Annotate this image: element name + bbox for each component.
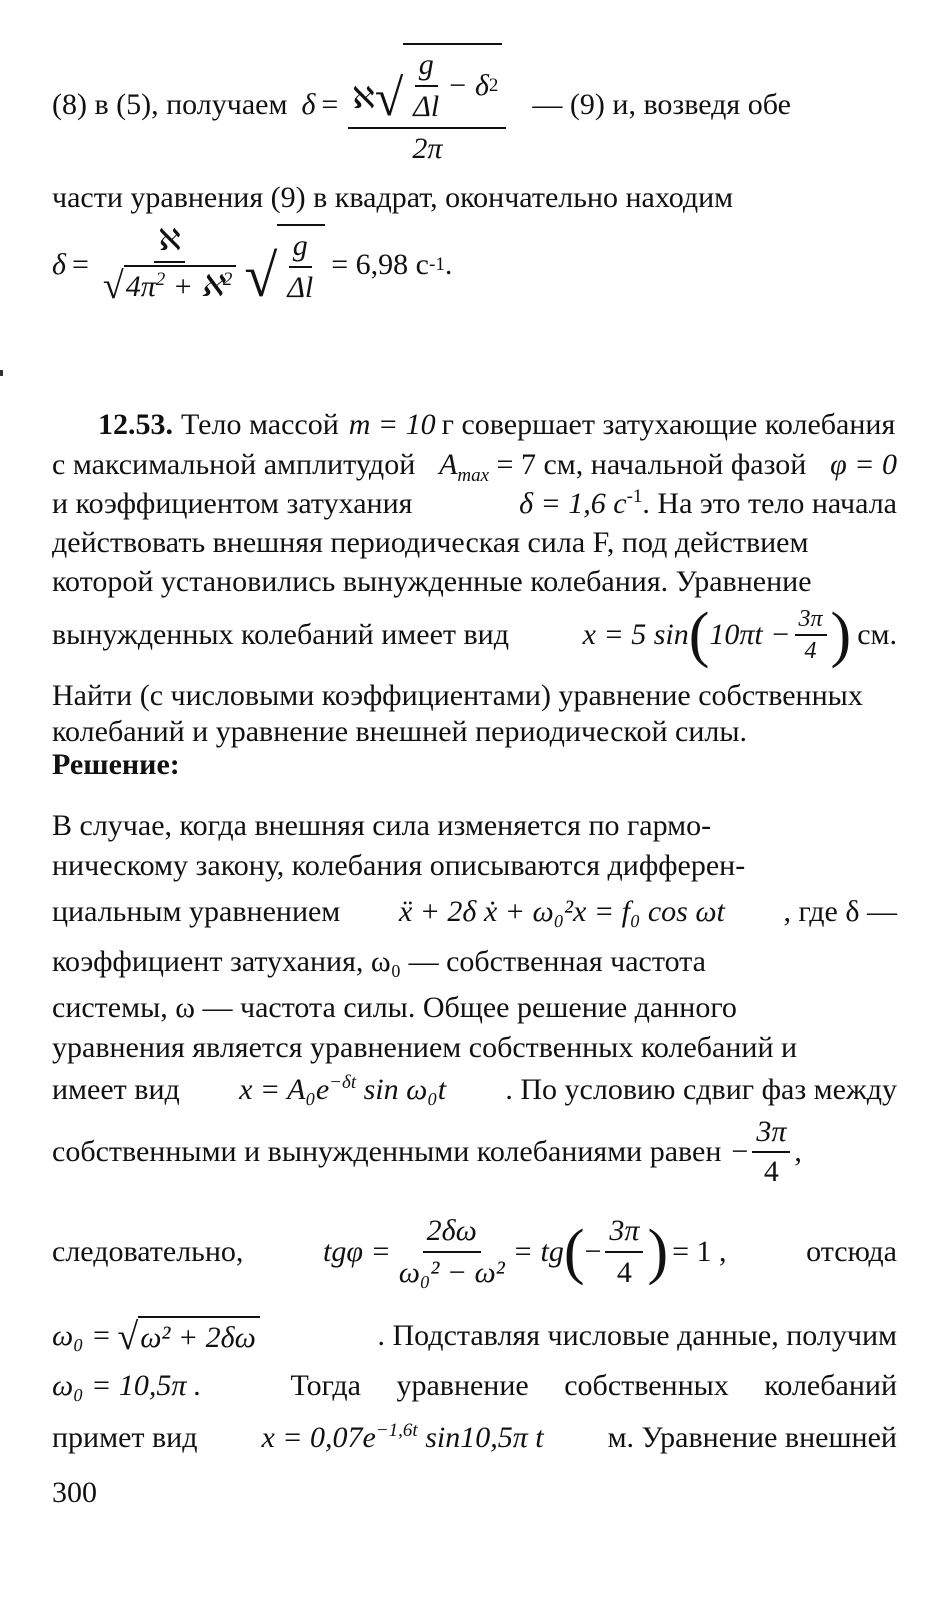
solution-line-3 <box>52 894 897 930</box>
text: действовать внешняя периодическая сила F, под действием <box>52 526 809 559</box>
numerator: 3π <box>752 1115 790 1153</box>
radicand: ω² + 2δω <box>138 1316 260 1356</box>
two-pi: 2π <box>412 132 443 165</box>
solution-line-2 <box>52 848 897 884</box>
g: g <box>289 228 312 268</box>
numerator: 3π <box>795 606 827 636</box>
text: с максимальной амплитудой <box>52 448 416 481</box>
fraction-aleph <box>99 223 241 307</box>
text: = 7 см, начальной фазой <box>496 448 807 481</box>
subscript: max <box>457 465 490 486</box>
text: вынужденных колебаний имеет вид <box>52 618 510 651</box>
solution-line-8 <box>52 1114 897 1190</box>
text: м. Уравнение внешней <box>607 1421 897 1454</box>
text: колебаний и уравнение внешней периодической силы. <box>52 715 748 748</box>
solution-line-1 <box>52 808 897 844</box>
text: В случае, когда внешняя сила изменяется по гармо- <box>52 809 712 842</box>
sqrt-g-dl: √ $\frac{g}{\Delta l}$ <box>244 224 325 306</box>
equals: = <box>71 248 89 281</box>
problem-line-4 <box>52 525 897 561</box>
aleph: ℵ <box>352 82 375 115</box>
sqrt: √ $\frac{g}{\Delta l}$ − δ 2 <box>375 43 503 125</box>
amplitude-symbol: A <box>439 448 458 481</box>
problem-line-8 <box>52 714 897 750</box>
problem-line-5 <box>52 564 897 600</box>
problem-line-2 <box>52 447 897 486</box>
solution-heading: Решение: <box>52 748 180 781</box>
formula-result: δ = ℵ √ $4\pi^2$ + ℵ$^2$ √ $\frac{g}{\Delta l}$ = 6,98 с -1 . <box>52 224 453 309</box>
exponent: -1 <box>626 486 643 507</box>
forced-eq: x = 5 sin <box>582 618 689 651</box>
text: которой установились вынужденные колебания. Уравнение <box>52 565 812 598</box>
fraction-eq9 <box>348 43 506 167</box>
dl: Δl <box>413 90 440 123</box>
denominator: 4 <box>804 638 817 664</box>
mass-expr: m = 10 <box>348 408 436 441</box>
damping-expr: δ = 1,6 с <box>519 487 627 520</box>
period: . <box>444 248 453 281</box>
text: Тело массой <box>181 408 339 441</box>
numerator <box>348 43 506 129</box>
text: следовательно, <box>52 1235 244 1268</box>
delta-symbol: δ <box>52 248 66 281</box>
text: и коэффициентом затухания <box>52 487 413 520</box>
text: ническому закону, колебания описываются дифферен- <box>52 849 746 882</box>
result-value: = 6,98 с <box>331 248 429 281</box>
solution-line-5 <box>52 990 897 1026</box>
text: . Подставляя числовые данные, получим <box>377 1319 897 1352</box>
text: системы, ω — частота силы. Общее решение данного <box>52 991 737 1024</box>
denominator: 4 <box>763 1155 779 1188</box>
text-line <box>52 180 897 216</box>
text: коэффициент затухания, ω₀ — собственная частота <box>52 945 706 978</box>
solution-line-12 <box>52 1420 897 1456</box>
forced-arg: 10πt − <box>709 618 791 651</box>
formula-line-9 <box>52 40 897 170</box>
plus-aleph: + ℵ <box>172 270 223 303</box>
text: Найти (с числовыми коэффициентами) уравнение собственных <box>52 679 863 712</box>
minus: − <box>731 1135 749 1168</box>
phase-expr: φ = 0 <box>830 448 897 481</box>
g-over-dl <box>409 47 443 125</box>
problem-line-3 <box>52 486 897 522</box>
denominator: √ $4\pi^2$ + ℵ$^2$ <box>99 263 241 307</box>
equals: = <box>321 88 339 121</box>
sine-term: sin ω₀t <box>363 1073 447 1106</box>
diff-equation: ẍ + 2δ ẋ + ω₀²x = f₀ cos ωt <box>398 895 725 928</box>
denominator: 4 <box>616 1256 632 1289</box>
aleph: ℵ <box>154 223 184 263</box>
numerator: 3π <box>605 1213 643 1253</box>
omega0-value: ω₀ = 10,5π . <box>52 1369 202 1402</box>
text: Тогда уравнение собственных колебаний <box>290 1369 897 1402</box>
dl: Δl <box>287 271 314 304</box>
text: примет вид <box>52 1421 198 1454</box>
comma: , <box>794 1135 802 1168</box>
solution-line-11 <box>52 1368 897 1404</box>
exponent: −δt <box>329 1072 357 1093</box>
solution-line-10: ω₀ = √ ω² + 2δω . Подставляя числовые данные, получим <box>52 1316 897 1358</box>
scan-mark <box>0 370 3 376</box>
solution-line-7 <box>52 1072 897 1108</box>
problem-line-7 <box>52 678 897 714</box>
text: . По условию сдвиг фаз между <box>505 1073 897 1106</box>
solution-line-6 <box>52 1030 897 1066</box>
numerator: 2δω <box>423 1213 481 1253</box>
natural-oscillation: x = 0,07e <box>261 1421 376 1454</box>
sine-term: sin10,5π t <box>425 1421 544 1454</box>
denominator: ω₀² − ω² <box>398 1256 505 1289</box>
text: циальным уравнением <box>52 895 341 928</box>
general-solution: x = A₀e <box>239 1073 330 1106</box>
square: 2 <box>222 269 233 290</box>
four-pi: 4π <box>125 270 156 303</box>
square: 2 <box>155 269 166 290</box>
unit: см. <box>857 618 897 651</box>
page-number: 300 <box>52 1476 97 1509</box>
exponent: −1,6t <box>375 1420 418 1441</box>
text: . На это тело начала <box>642 487 897 520</box>
delta-symbol: δ <box>301 88 316 121</box>
tangent-eq: = tg <box>512 1235 564 1268</box>
text: отсюда <box>806 1235 897 1268</box>
text: собственными и вынужденными колебаниями равен <box>52 1135 722 1168</box>
g: g <box>415 47 438 87</box>
problem-line-6: вынужденных колебаний имеет вид x = 5 sin ( 10πt − $\frac{3\pi}{4}$ ) см. <box>52 601 897 669</box>
text: части уравнения (9) в квадрат, окончательно находим <box>52 181 734 214</box>
omega0: ω₀ = <box>52 1319 112 1352</box>
minus: − <box>584 1235 602 1268</box>
solution-line-9: следовательно, tgφ = $\frac{2\delta\omega}{\text{ω₀² − ω²}}$ = tg ( − $\frac{3\pi}{4}$ ) = 1 , отсюда <box>52 1214 897 1289</box>
minus-delta: − δ <box>447 69 489 102</box>
problem-number: 12.53. <box>98 408 173 441</box>
problem-line-1 <box>98 407 897 443</box>
text: уравнения является уравнением собственных колебаний и <box>52 1031 798 1064</box>
tangent: tgφ = <box>323 1235 391 1268</box>
solution-line-4 <box>52 944 897 980</box>
text: (8) в (5), получаем <box>52 88 288 121</box>
text: имеет вид <box>52 1073 180 1106</box>
text: , где δ — <box>783 895 897 928</box>
equals-one: = 1 , <box>672 1235 727 1268</box>
text: — (9) и, возведя обе <box>532 88 791 121</box>
text: г совершает затухающие колебания <box>441 408 896 441</box>
